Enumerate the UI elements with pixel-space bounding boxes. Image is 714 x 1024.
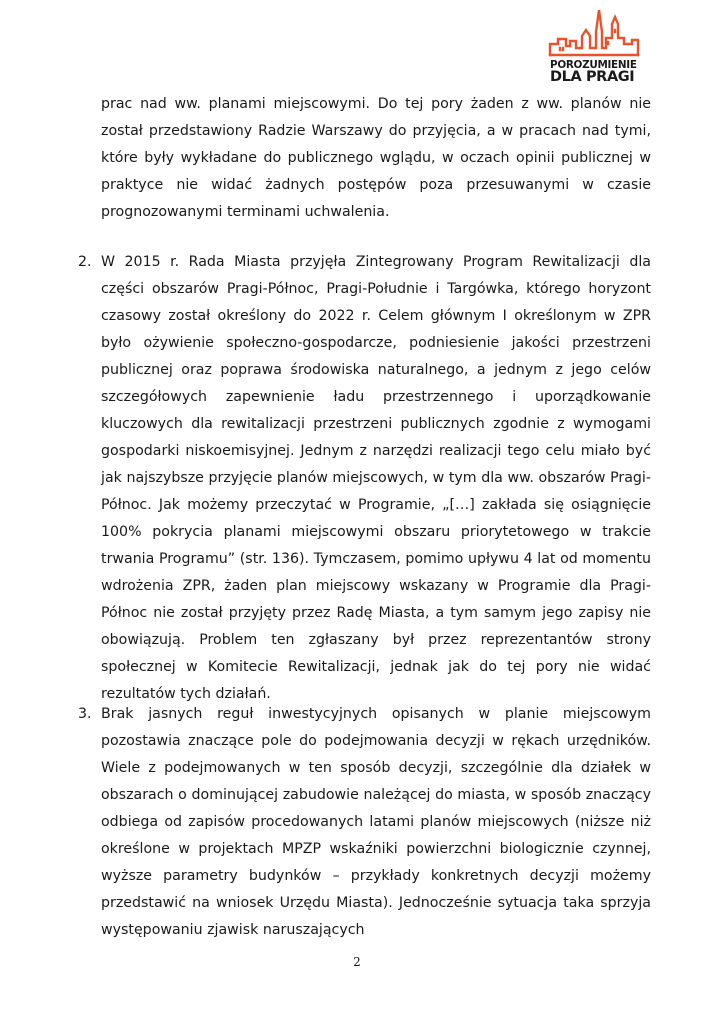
- city-skyline-icon: [546, 8, 646, 60]
- continuation-paragraph: prac nad ww. planami miejscowymi. Do tej pory żaden z ww. planów nie został przedstawiony Radzie Warszawy do przyjęcia, a w pracach nad tymi, które były wykładane do publicznego wglądu, w oczach opinii publicznej w praktyce nie widać żadnych postępów poza przesuwanymi w czasie prognozowanymi terminami uchwalenia.: [101, 96, 651, 220]
- page-number: 2: [353, 955, 361, 969]
- logo-text-line2: DLA PRAGI: [550, 69, 635, 85]
- list-item-text: W 2015 r. Rada Miasta przyjęła Zintegrowany Program Rewitalizacji dla części obszarów Pragi-Północ, Pragi-Południe i Targówka, którego horyzont czasowy został określony do 2022 r. Celem głównym I określonym w ZPR było ożywienie społeczno-gospodarcze, podniesienie jakości przestrzeni publicznej oraz poprawa środowiska naturalnego, a jednym z jego celów szczegółowych zapewnienie ładu przestrzennego i uporządkowanie kluczowych dla rewitalizacji przestrzeni publicznych zgodnie z wymogami gospodarki niskoemisyjnej. Jednym z narzędzi realizacji tego celu miało być jak najszybsze przyjęcie planów miejscowych, w tym dla ww. obszarów Pragi-Północ. Jak możemy przeczytać w Programie, „[…] zakłada się osiągnięcie 100% pokrycia planami miejscowymi obszaru priorytetowego w trakcie trwania Programu” (str. 136). Tymczasem, pomimo upływu 4 lat od momentu wdrożenia ZPR, żaden plan miejscowy wskazany w Programie dla Pragi-Północ nie został przyjęty przez Radę Miasta, a tym samym jego zapisy nie obowiązują. Problem ten zgłaszany był przez reprezentantów strony społecznej w Komitecie Rewitalizacji, jednak jak do tej pory nie widać rezultatów tych działań.: [101, 254, 651, 702]
- porozumienie-dla-pragi-logo: [546, 8, 646, 86]
- list-item-number: 3.: [78, 706, 92, 722]
- logo-text-line1: POROZUMIENIE: [550, 59, 637, 71]
- list-item-text: Brak jasnych reguł inwestycyjnych opisanych w planie miejscowym pozostawia znaczące pole do podejmowania decyzji w rękach urzędników. Wiele z podejmowanych w ten sposób decyzji, szczególnie dla działek w obszarach o dominującej zabudowie należącej do miasta, w sposób znaczący odbiega od zapisów procedowanych latami planów miejscowych (niższe niż określone w projektach MPZP wskaźniki powierzchni biologicznie czynnej, wyższe parametry budynków – przykłady konkretnych decyzji możemy przedstawić na wniosek Urzędu Miasta). Jednocześnie sytuacja taka sprzyja występowaniu zjawisk naruszających: [101, 706, 651, 938]
- list-item-number: 2.: [78, 254, 92, 270]
